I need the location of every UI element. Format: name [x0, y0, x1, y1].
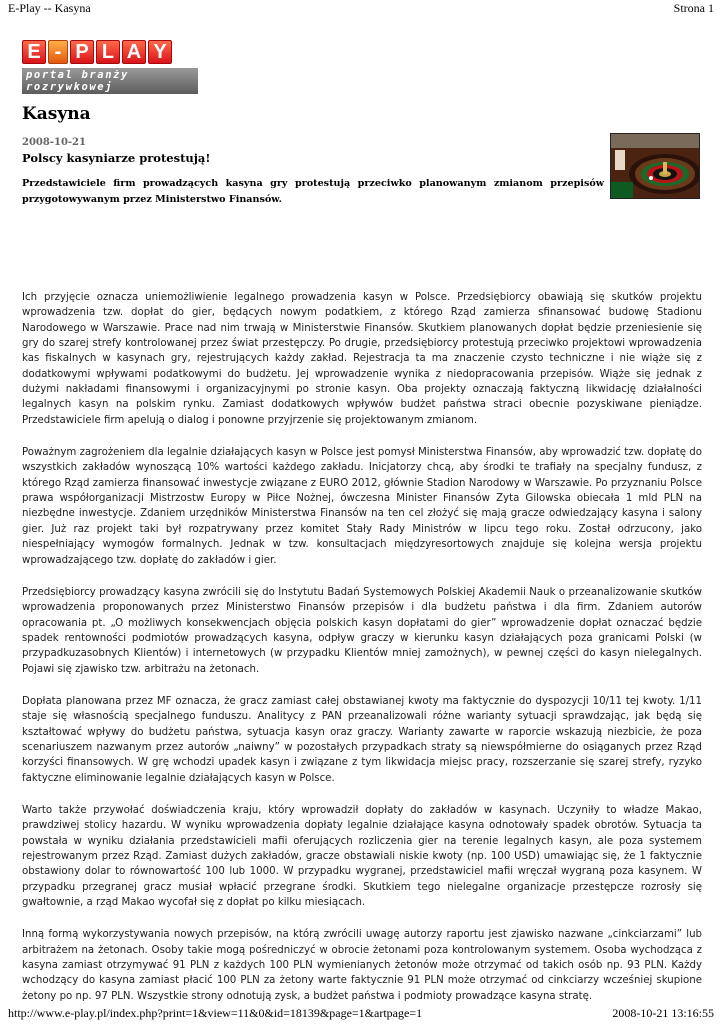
- roulette-image: [611, 134, 699, 198]
- logo-letter: A: [122, 40, 146, 64]
- logo-letter: E: [22, 40, 46, 64]
- section-title: Kasyna: [22, 104, 91, 124]
- article-title: Polscy kasyniarze protestują!: [22, 151, 211, 165]
- print-header-page: Strona 1: [673, 1, 714, 15]
- article-paragraph: Inną formą wykorzystywania nowych przepisów, na którą zwrócili uwagę autorzy raportu jest zjawisko nazwane „cinkciarzami” lub arbitrażem na żetonach. Osoby takie mogą pośredniczyć w obrocie żetonami poza kontrolowanym systemem. Osoba wychodząca z kasyna zamiast otrzymywać 91 PLN z każdych 100 PLN wymienianych żetonów może otrzymać od takich osób np. 93 PLN. Każdy wchodzący do kasyna zamiast płacić 100 PLN za żetony warte faktycznie 91 PLN może otrzymać od cinkciarzy wcześniej skupione żetony po np. 97 PLN. Wszystkie strony odnotują zysk, a budżet państwa i podmioty prowadzące kasyna stratę.: [22, 929, 702, 1002]
- article-date: 2008-10-21: [22, 137, 86, 148]
- e-play-logo: [22, 40, 212, 92]
- print-footer-timestamp: 2008-10-21 13:16:55: [612, 1006, 714, 1020]
- article-paragraph: Ich przyjęcie oznacza uniemożliwienie legalnego prowadzenia kasyn w Polsce. Przedsiębiorcy obawiają się skutków projektu wprowadzenia tzw. dopłat do gier, będących nowym podatkiem, z którego Rząd zamierza sfinansować budowę Stadionu Narodowego w Warszawie. Prace nad nim trwają w Ministerstwie Finansów. Skutkiem planowanych dopłat będzie przeniesienie się gry do szarej strefy kontrolowanej przez świat przestępczy. Po drugie, przedsiębiorcy protestują przeciwko projektowi wprowadzenia kas fiskalnych w kasynach gry, rejestrujących każdy zakład. Rejestracja ta ma znaczenie czysto techniczne i nie wiąże się z dodatkowymi wpływami podatkowymi do budżetu. Jej wprowadzenie wynika z niedopracowania przepisów. Wiąże się jednak z dużymi nakładami finansowymi i organizacyjnymi po stronie kasyn. Oba projekty oznaczają faktyczną likwidację działalności legalnych kasyn na polskim rynku. Zamiast dodatkowych wpływów budżet państwa straci obecnie pozyskiwane pieniądze. Przedstawiciele firm apelują o dialog i ponowne przyjrzenie się projektowanym zmianom.: [22, 292, 702, 426]
- logo-tagline: portal branży rozrywkowej: [22, 68, 198, 94]
- article-paragraph: Poważnym zagrożeniem dla legalnie działających kasyn w Polsce jest pomysł Ministerstwa Finansów, aby wprowadzić tzw. dopłatę do wszystkich zakładów wynoszącą 10% wartości każdego zakładu. Inicjatorzy chcą, aby środki te trafiały na specjalny fundusz, z którego Rząd zamierza finansować inwestycje związane z EURO 2012, głównie Stadion Narodowy w Warszawie. Po przyznaniu Polsce prawa współorganizacji Mistrzostw Europy w Piłce Nożnej, ówczesna Minister Finansów Zyta Gilowska obiecała 1 mld PLN na niezbędne inwestycje. Zdaniem urzędników Ministerstwa Finansów na ten cel złożyć się mają gracze odwiedzający kasyna i salony gier. Już raz projekt taki był rozpatrywany przez komitet Stały Rady Ministrów w lipcu tego roku. Został odrzucony, jako niespełniający wymogów formalnych. Jednak w tzw. konsultacjach międzyresortowych znajduje się kolejna wersja projektu wprowadzającego tzw. dopłatę do zakładów i gier.: [22, 447, 702, 566]
- logo-letter: L: [96, 40, 120, 64]
- roulette-photo: [610, 133, 700, 199]
- logo-letter: Y: [148, 40, 172, 64]
- article-body: [22, 290, 702, 1021]
- article-paragraph: Dopłata planowana przez MF oznacza, że gracz zamiast całej obstawianej kwoty ma faktycznie do dyspozycji 10/11 tej kwoty. 1/11 staje się własnością specjalnego funduszu. Analitycy z PAN przeanalizowali różne warianty sytuacji sprawdzając, jak będą się kształtować wpływy do budżetu państwa, sytuacja kasyn oraz graczy. Warianty zawarte w raporcie wskazują niezbicie, że poza scenariuszem nazwanym przez autorów „naiwny” w pozostałych przypadkach straty są niewspółmierne do osiąganych przez Rząd korzyści finansowych. W grę wchodzi upadek kasyn i związane z tym likwidacja miejsc pracy, rozszerzanie się szarej strefy, ryzyko faktyczne eliminowanie legalnie działających kasyn w Polsce.: [22, 695, 702, 784]
- logo-letter: P: [70, 40, 94, 64]
- logo-wordmark: [22, 40, 212, 64]
- article-paragraph: Przedsiębiorcy prowadzący kasyna zwrócili się do Instytutu Badań Systemowych Polskiej Akademii Nauk o przeanalizowanie skutków wprowadzenia proponowanych przez Ministerstwo Finansów przepisów i dla budżetu państwa i dla firm. Zdaniem autorów opracowania pt. „O możliwych konsekwencjach objęcia polskich kasyn dopłatami do gier” wprowadzenie dopłat oznaczać będzie spadek rentowności podmiotów prowadzących kasyna, odpływ graczy w kierunku kasyn działających poza granicami Polski (w przypadkuzasobnych Klientów) i internetowych (w przypadku Klientów mniej zamożnych), w pewnej części do kasyn nielegalnych. Pojawi się zjawisko tzw. arbitrażu na żetonach.: [22, 586, 702, 675]
- print-footer-url: http://www.e-play.pl/index.php?print=1&view=11&0&id=18139&page=1&artpage=1: [8, 1006, 423, 1020]
- article-lead: Przedstawiciele firm prowadzących kasyna gry protestują przeciwko planowanym zmianom przepisów przygotowywanym przez Ministerstwo Finansów.: [22, 178, 604, 205]
- print-header-title: E-Play -- Kasyna: [8, 1, 91, 15]
- logo-letter: -: [48, 40, 68, 64]
- article-paragraph: Warto także przywołać doświadczenia kraju, który wprowadził dopłaty do zakładów w kasynach. Uczyniły to władze Makao, prawdziwej stolicy hazardu. W wyniku wprowadzenia dopłaty legalnie działające kasyna odnotowały spadek obrotów. Sytuacja ta powstała w wyniku działania przedstawicieli mafii oferujących rozliczenia gier na terenie legalnych kasyn, ale poza systemem rejestrowanym przez Rząd. Zamiast dużych zakładów, gracze obstawiali niskie kwoty (np. 100 USD) umawiając się, że 1 faktycznie obstawiony dolar to równowartość 100 lub 1000. W przypadku wygranej, przedstawiciel mafii wręczał wygraną poza kasynem. W przypadku przegranej gracz musiał wpłacić przegrane środki. Skutkiem tego nielegalne organizacje przestępcze rozrosły się gwałtownie, a rząd Makao wycofał się z dopłat po kilku miesiącach.: [22, 804, 702, 909]
